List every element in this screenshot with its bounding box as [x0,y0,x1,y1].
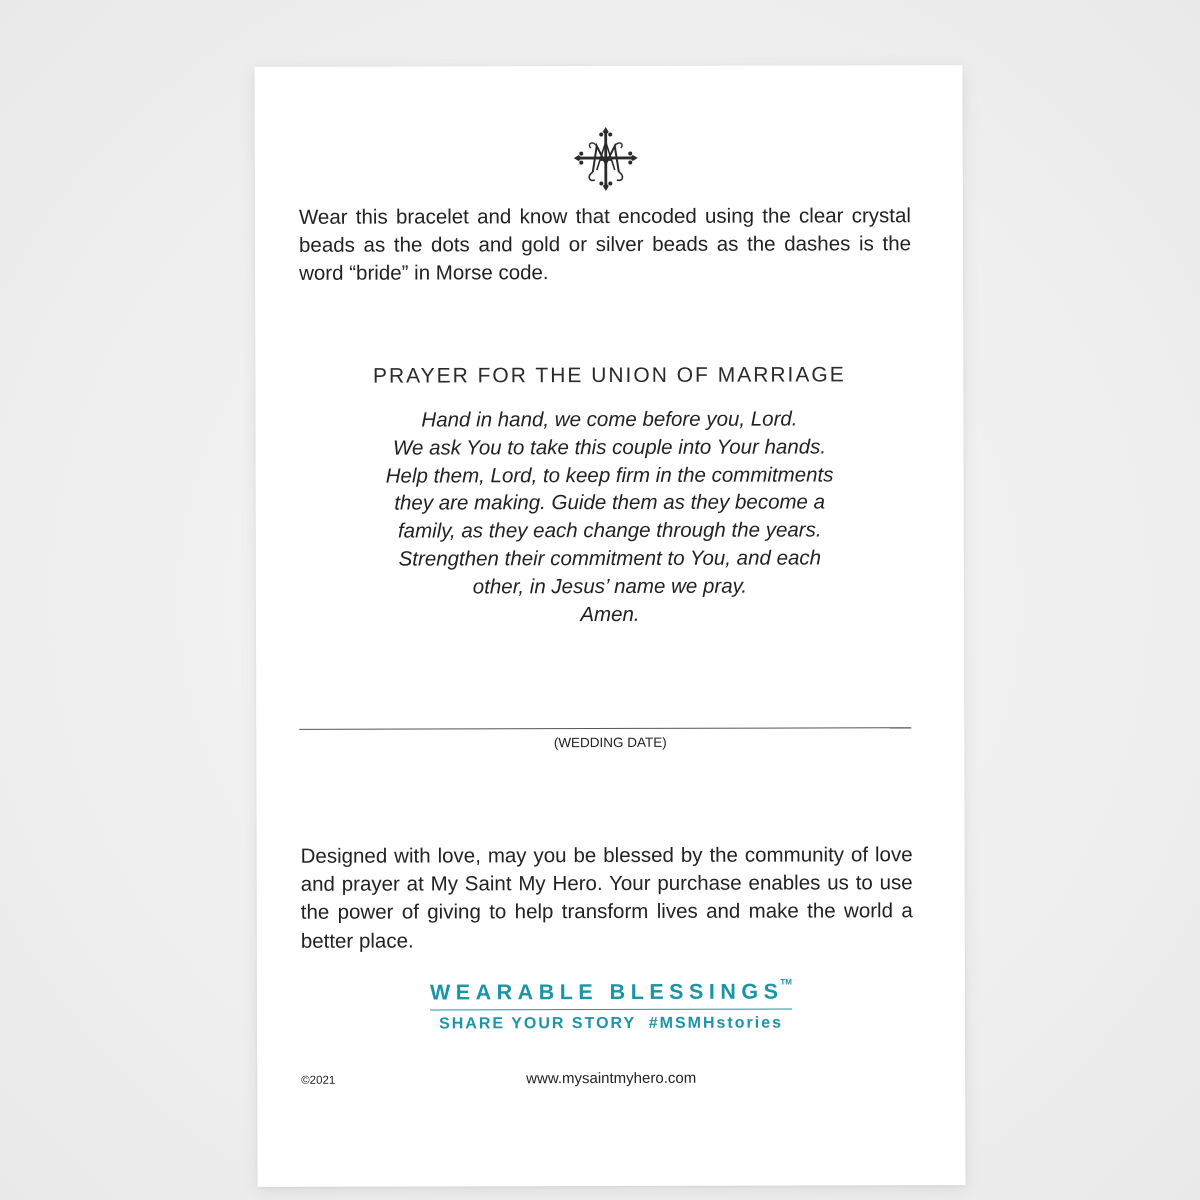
blessing-card [255,65,966,1187]
prayer-line: We ask You to take this couple into Your hands. [392,435,827,460]
prayer-line: they are making. Guide them as they become a [394,490,826,515]
marian-cross-emblem-icon [573,126,639,192]
brand-title [429,977,792,1011]
trademark-mark: TM [780,977,792,987]
prayer-title: PRAYER FOR THE UNION OF MARRIAGE [372,363,846,388]
brand-tagline: SHARE YOUR STORY #MSMHstories [439,1014,784,1033]
prayer-line: Help them, Lord, to keep firm in the commitments [385,463,834,488]
prayer-line: Strengthen their commitment to You, and each [398,546,822,571]
prayer-body [315,405,904,629]
intro-paragraph: Wear this bracelet and know that encoded using the clear crystal beads as the dots and gold or silver beads as the dashes is the word “bride” in Morse code. [298,204,912,285]
wedding-date-line [299,727,911,730]
copyright-text: ©2021 [301,1074,336,1087]
wedding-date-label: (WEDDING DATE) [553,734,667,751]
blessing-paragraph: Designed with love, may you be blessed by the community of love and prayer at My Saint My Hero. Your purchase enables us to use the power of giving to help transform lives and make the world a better place. [300,843,913,953]
brand-title-text: WEARABLE BLESSINGS [429,979,784,1005]
prayer-line: other, in Jesus’ name we pray. [472,574,748,599]
brand-block [257,979,965,1034]
prayer-line: Amen. [580,602,640,626]
website-link[interactable]: www.mysaintmyhero.com [526,1069,697,1088]
prayer-line: Hand in hand, we come before you, Lord. [421,407,798,432]
prayer-line: family, as they each change through the years. [397,518,822,543]
